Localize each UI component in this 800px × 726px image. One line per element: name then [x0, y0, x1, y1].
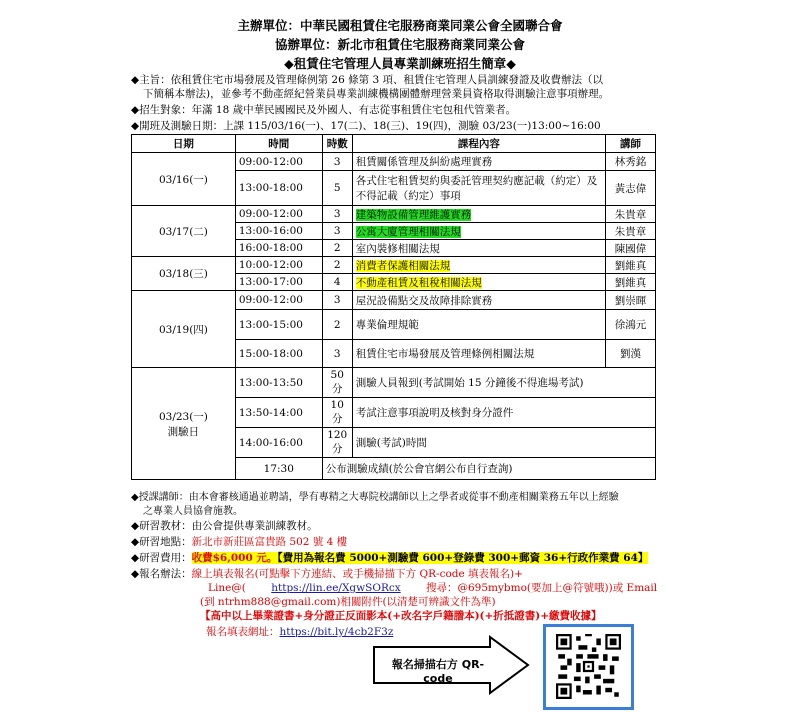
co-organizer-line: 協辦單位：新北市租賃住宅服務商業同業公會	[274, 37, 525, 52]
time-cell: 14:00-16:00	[235, 428, 322, 458]
highlighted-course: 公寓大廈管理相關法規	[355, 225, 461, 238]
header-course: 課程內容	[352, 135, 605, 153]
form-link[interactable]: https://bit.ly/4cb2F3z	[279, 626, 394, 638]
teacher-cell: 劉維真	[606, 274, 656, 291]
highlighted-course: 不動產租賃及租稅相關法規	[355, 276, 482, 289]
schedule-table	[131, 134, 656, 480]
time-cell: 13:00-17:00	[235, 274, 322, 291]
table-row	[132, 368, 656, 398]
time-cell: 15:00-18:00	[235, 340, 322, 368]
signup-line-1	[131, 566, 523, 581]
hours-cell: 3	[322, 291, 352, 310]
table-row	[132, 206, 656, 223]
course-cell: 室內裝修相關法規	[352, 240, 605, 257]
signup-label: ◆報名辦法：	[131, 568, 192, 580]
course-cell: 屋況設備點交及故障排除實務	[352, 291, 605, 310]
time-cell: 09:00-12:00	[235, 153, 322, 171]
hours-cell: 2	[322, 257, 352, 274]
course-cell: 租賃住宅市場發展及管理條例相關法規	[352, 340, 605, 368]
fee-detail: 【費用為報名費 5000+測驗費 600+登錄費 300+郵資 36+行政作業費 64】	[277, 552, 649, 564]
course-cell	[352, 257, 605, 274]
time-cell: 17:30	[235, 458, 322, 480]
exam-date: 03/23(一)	[158, 410, 208, 423]
qr-code-icon	[556, 634, 621, 699]
hours-cell: 5	[322, 171, 352, 206]
time-cell: 10:00-12:00	[235, 257, 322, 274]
course-cell: 租賃關係管理及糾紛處理實務	[352, 153, 605, 171]
fee-amount: 收費$6,000 元。	[191, 552, 278, 564]
line-contact	[208, 580, 657, 595]
line-label: Line@(	[208, 582, 246, 594]
lecturer-line-2: 之專業人員協會施教。	[143, 506, 243, 517]
lecturer-line-1: ◆授課講師：由本會審核通過並聘請，學有專精之大專院校講師以上之學者或從事不動產相關業務五年以上經驗	[131, 492, 619, 503]
purpose-line-2: 下簡稱本辦法)，並參考不動產經紀營業員專業訓練機構團體辦理營業員資格取得測驗注意事項辦理。	[143, 88, 610, 100]
date-cell: 03/18(三)	[132, 257, 236, 291]
qr-prompt: 報名掃描右方 QR-code	[391, 658, 485, 685]
header-date: 日期	[132, 135, 236, 153]
date-cell: 03/16(一)	[132, 153, 236, 206]
teacher-cell: 徐鴻元	[606, 310, 656, 340]
header-teacher: 講師	[606, 135, 656, 153]
header-time: 時間	[235, 135, 322, 153]
line-search: 搜尋：@695mybmo(要加上@符號哦))或 Email	[426, 582, 658, 594]
form-label: 報名填表網址：	[206, 626, 280, 638]
time-cell: 13:50-14:00	[235, 398, 322, 428]
location-line	[131, 534, 347, 549]
time-cell: 09:00-12:00	[235, 291, 322, 310]
exam-day-label: 測驗日	[167, 425, 200, 438]
fee-label: ◆研習費用：	[131, 552, 192, 564]
signup-text: 線上填表報名(可點擊下方連結、或手機掃描下方 QR-code 填表報名)+	[191, 568, 523, 580]
location-label: ◆研習地點：	[131, 536, 192, 548]
course-cell: 專業倫理規範	[352, 310, 605, 340]
table-header-row	[132, 135, 656, 153]
email-line: (到 ntrhm888@gmail.com)相關附件(以清楚可辨識文件為準)	[200, 596, 496, 608]
hours-cell: 120 分	[322, 428, 352, 458]
highlighted-course: 消費者保護相關法規	[355, 259, 451, 272]
course-cell: 測驗人員報到(考試開始 15 分鐘後不得進場考試)	[352, 368, 655, 398]
hours-cell: 3	[322, 223, 352, 240]
teacher-cell: 黃志偉	[606, 171, 656, 206]
hours-cell: 2	[322, 310, 352, 340]
date-cell: 03/19(四)	[132, 291, 236, 368]
table-row	[132, 257, 656, 274]
hours-cell: 4	[322, 274, 352, 291]
hours-cell: 10 分	[322, 398, 352, 428]
highlighted-course: 建築物設備管理維護實務	[355, 208, 472, 221]
teacher-cell: 陳國偉	[606, 240, 656, 257]
form-line	[206, 624, 393, 639]
time-cell: 13:00-16:00	[235, 223, 322, 240]
qr-code-frame[interactable]	[543, 624, 634, 710]
date-cell: 03/17(二)	[132, 206, 236, 257]
teacher-cell: 朱貴章	[606, 223, 656, 240]
course-cell: 考試注意事項說明及核對身分證件	[352, 398, 655, 428]
hours-cell: 3	[322, 153, 352, 171]
course-cell	[352, 223, 605, 240]
teacher-cell: 朱貴章	[606, 206, 656, 223]
table-row	[132, 153, 656, 171]
teacher-cell: 劉維真	[606, 257, 656, 274]
time-cell: 13:00-18:00	[235, 171, 322, 206]
hours-cell: 3	[322, 206, 352, 223]
time-cell: 16:00-18:00	[235, 240, 322, 257]
teacher-cell: 林秀銘	[606, 153, 656, 171]
teacher-cell: 劉崇暉	[606, 291, 656, 310]
teacher-cell: 劉漢	[606, 340, 656, 368]
purpose-line-1: ◆主旨：依租賃住宅市場發展及管理條例第 26 條第 3 項、租賃住宅管理人員訓練發證及收費辦法（以	[131, 74, 603, 86]
hours-cell: 50 分	[322, 368, 352, 398]
results-cell: 公布測驗成績(於公會官網公布自行查詢)	[322, 458, 655, 480]
date-cell	[132, 368, 236, 480]
line-link[interactable]: https://lin.ee/XgwSORcx	[271, 582, 401, 594]
fee-line	[131, 550, 648, 565]
materials-line: ◆研習教材：由公會提供專業訓練教材。	[131, 520, 318, 532]
table-row	[132, 291, 656, 310]
course-cell: 各式住宅租賃契約與委託管理契約應記載（約定）及不得記載（約定）事項	[352, 171, 605, 206]
course-cell	[352, 274, 605, 291]
time-cell: 13:00-15:00	[235, 310, 322, 340]
organizer-line: 主辦單位：中華民國租賃住宅服務商業同業公會全國聯合會	[237, 18, 563, 33]
course-cell	[352, 206, 605, 223]
required-docs: 【高中以上畢業證書+身分證正反面影本(+改名字戶籍謄本)(+折抵證書)+繳費收據】	[200, 610, 602, 622]
page-title: ◆租賃住宅管理人員專業訓練班招生簡章◆	[284, 56, 516, 71]
location-value: 新北市新莊區富貴路 502 號 4 樓	[191, 536, 348, 548]
time-cell: 09:00-12:00	[235, 206, 322, 223]
header-hours: 時數	[322, 135, 352, 153]
hours-cell: 3	[322, 340, 352, 368]
time-cell: 13:00-13:50	[235, 368, 322, 398]
dates-line: ◆開班及測驗日期：上課 115/03/16(一)、17(二)、18(三)、19(四)，測驗 03/23(一)13:00~16:00	[131, 120, 601, 132]
hours-cell: 2	[322, 240, 352, 257]
audience-line: ◆招生對象：年滿 18 歲中華民國國民及外國人、有志從事租賃住宅包租代管業者。	[131, 104, 517, 116]
course-cell: 測驗(考試)時間	[352, 428, 655, 458]
